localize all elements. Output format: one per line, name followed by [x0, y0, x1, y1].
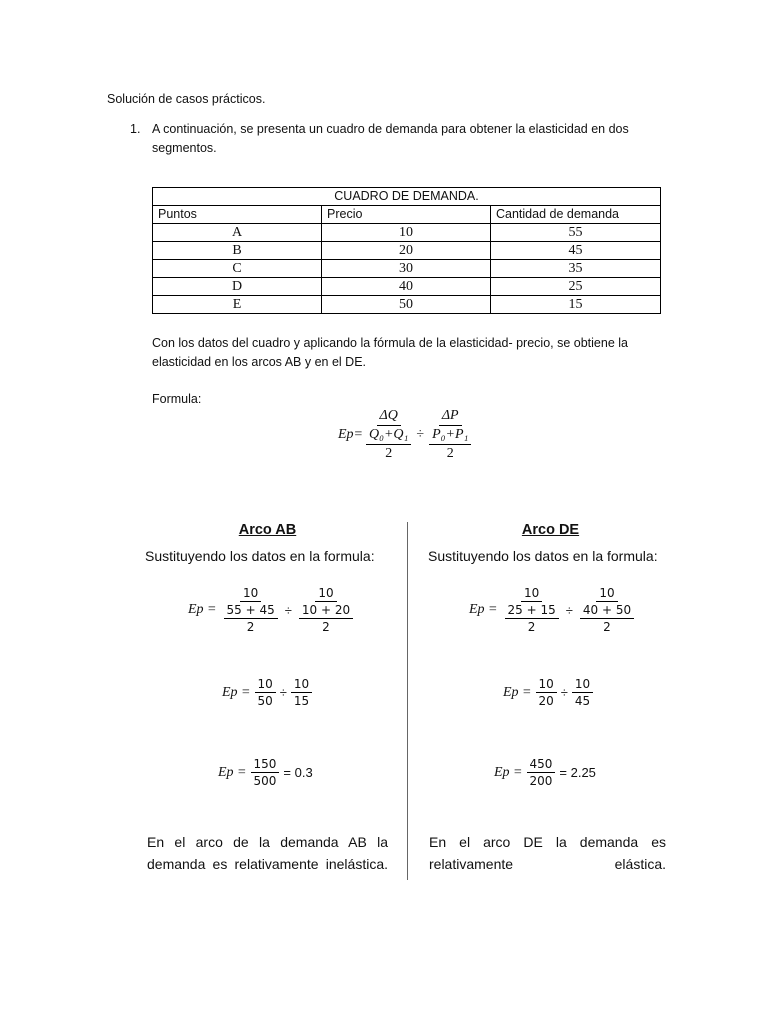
- division-sign: ÷: [416, 427, 425, 442]
- denominator: 2: [246, 620, 255, 634]
- numerator: 10: [291, 677, 312, 693]
- numerator: 150: [251, 757, 280, 773]
- cell-cantidad: 25: [491, 278, 661, 296]
- denominator: 15: [293, 694, 310, 708]
- table-row: [153, 278, 661, 296]
- denominator: 500: [253, 774, 277, 788]
- fraction: [224, 603, 278, 634]
- p-average: [429, 427, 471, 462]
- p-divisor: 2: [446, 446, 454, 461]
- fraction: [291, 677, 312, 708]
- cell-precio: 10: [322, 224, 491, 242]
- header-puntos: Puntos: [153, 206, 322, 224]
- numerator: 55 + 45: [224, 603, 278, 619]
- ep-label: Ep =: [469, 602, 498, 617]
- numerator: 10: [255, 677, 276, 693]
- cell-punto: C: [153, 260, 322, 278]
- table-title: CUADRO DE DEMANDA.: [153, 188, 661, 206]
- cell-precio: 20: [322, 242, 491, 260]
- denominator: 45: [574, 694, 591, 708]
- q-average: [366, 427, 411, 462]
- fraction: [536, 677, 557, 708]
- cell-precio: 50: [322, 296, 491, 314]
- ep-label: Ep =: [503, 684, 532, 700]
- table-row: [153, 260, 661, 278]
- denominator: 50: [257, 694, 273, 708]
- delta-p: ΔP: [439, 408, 462, 426]
- cell-precio: 40: [322, 278, 491, 296]
- cell-punto: D: [153, 278, 322, 296]
- table-row: [153, 296, 661, 314]
- numerator: 10: [315, 586, 336, 602]
- fraction: [505, 603, 559, 634]
- arc-ab-title: Arco AB: [238, 522, 297, 538]
- denominator: 2: [603, 620, 611, 634]
- arc-de-conclusion: En el arco DE la demanda es relativamente elástica.: [429, 834, 666, 872]
- price-fraction: [426, 408, 474, 462]
- numerator: 10: [572, 677, 593, 693]
- cell-cantidad: 35: [491, 260, 661, 278]
- numerator: 10: [240, 586, 261, 602]
- division-sign: ÷: [279, 685, 287, 700]
- ep-label: Ep =: [222, 684, 251, 700]
- division-sign: ÷: [565, 602, 573, 618]
- cell-precio: 30: [322, 260, 491, 278]
- arc-de-subtitle: Sustituyendo los datos en la formula:: [428, 548, 658, 564]
- numerator: 10: [596, 586, 617, 602]
- arc-ab-conclusion: En el arco de la demanda AB la demanda es relativamente inelástica.: [147, 834, 388, 872]
- explanation-paragraph: Con los datos del cuadro y aplicando la fórmula de la elasticidad- precio, se obtiene la elasticidad en los arcos AB y en el DE.: [152, 336, 628, 369]
- fraction: [299, 603, 353, 634]
- arc-ab-step-1: [188, 586, 356, 634]
- fraction: [527, 757, 556, 788]
- quantity-fraction: [363, 408, 414, 462]
- arc-ab-column: [145, 522, 390, 574]
- numerator: 25 + 15: [505, 603, 559, 619]
- numerator: 10: [521, 586, 542, 602]
- fraction: [296, 586, 356, 634]
- fraction: [255, 677, 276, 708]
- ep-label: Ep =: [188, 602, 217, 617]
- arc-de-step-1: [469, 586, 637, 634]
- ep-label: Ep =: [494, 764, 523, 780]
- q-divisor: 2: [385, 446, 393, 461]
- arc-de-title: Arco DE: [521, 522, 580, 538]
- numerator: 10 + 20: [299, 603, 353, 619]
- cell-punto: E: [153, 296, 322, 314]
- denominator: 20: [538, 694, 554, 708]
- cell-cantidad: 55: [491, 224, 661, 242]
- header-precio: Precio: [322, 206, 491, 224]
- delta-q: ΔQ: [377, 408, 401, 426]
- cell-cantidad: 15: [491, 296, 661, 314]
- arc-ab-subtitle: Sustituyendo los datos en la formula:: [145, 548, 375, 564]
- elasticity-formula: [338, 408, 474, 462]
- numerator: 10: [536, 677, 557, 693]
- page-heading: Solución de casos prácticos.: [107, 92, 266, 106]
- column-divider: [407, 522, 408, 880]
- denominator: 200: [529, 774, 553, 788]
- formula-ep: Ep=: [338, 427, 363, 442]
- cell-cantidad: 45: [491, 242, 661, 260]
- numerator: 40 + 50: [580, 603, 634, 619]
- fraction: [221, 586, 281, 634]
- division-sign: ÷: [560, 685, 568, 700]
- fraction: [572, 677, 593, 708]
- arc-ab-step-3: [218, 757, 317, 788]
- denominator: 2: [527, 620, 536, 634]
- arc-de-step-3: [494, 757, 600, 788]
- arc-de-step-2: [503, 677, 593, 708]
- list-item-text: A continuación, se presenta un cuadro de demanda para obtener la elasticidad en dos segmentos.: [152, 122, 629, 155]
- p-sum: P₀+P₁: [429, 427, 471, 445]
- header-cantidad: Cantidad de demanda: [491, 206, 661, 224]
- denominator: 2: [322, 620, 330, 634]
- fraction: [580, 603, 634, 634]
- result: = 2.25: [559, 765, 596, 780]
- demand-table: [152, 187, 661, 314]
- fraction: [577, 586, 637, 634]
- q-sum: Q₀+Q₁: [366, 427, 411, 445]
- arc-de-column: [428, 522, 673, 574]
- cell-punto: A: [153, 224, 322, 242]
- result: = 0.3: [283, 765, 313, 780]
- numerator: 450: [527, 757, 556, 773]
- cell-punto: B: [153, 242, 322, 260]
- list-number: 1.: [130, 122, 141, 136]
- ep-label: Ep =: [218, 764, 247, 780]
- fraction: [251, 757, 280, 788]
- division-sign: ÷: [284, 602, 292, 618]
- table-row: [153, 242, 661, 260]
- table-row: [153, 224, 661, 242]
- formula-label: Formula:: [152, 392, 202, 406]
- fraction: [502, 586, 562, 634]
- arc-ab-step-2: [222, 677, 312, 708]
